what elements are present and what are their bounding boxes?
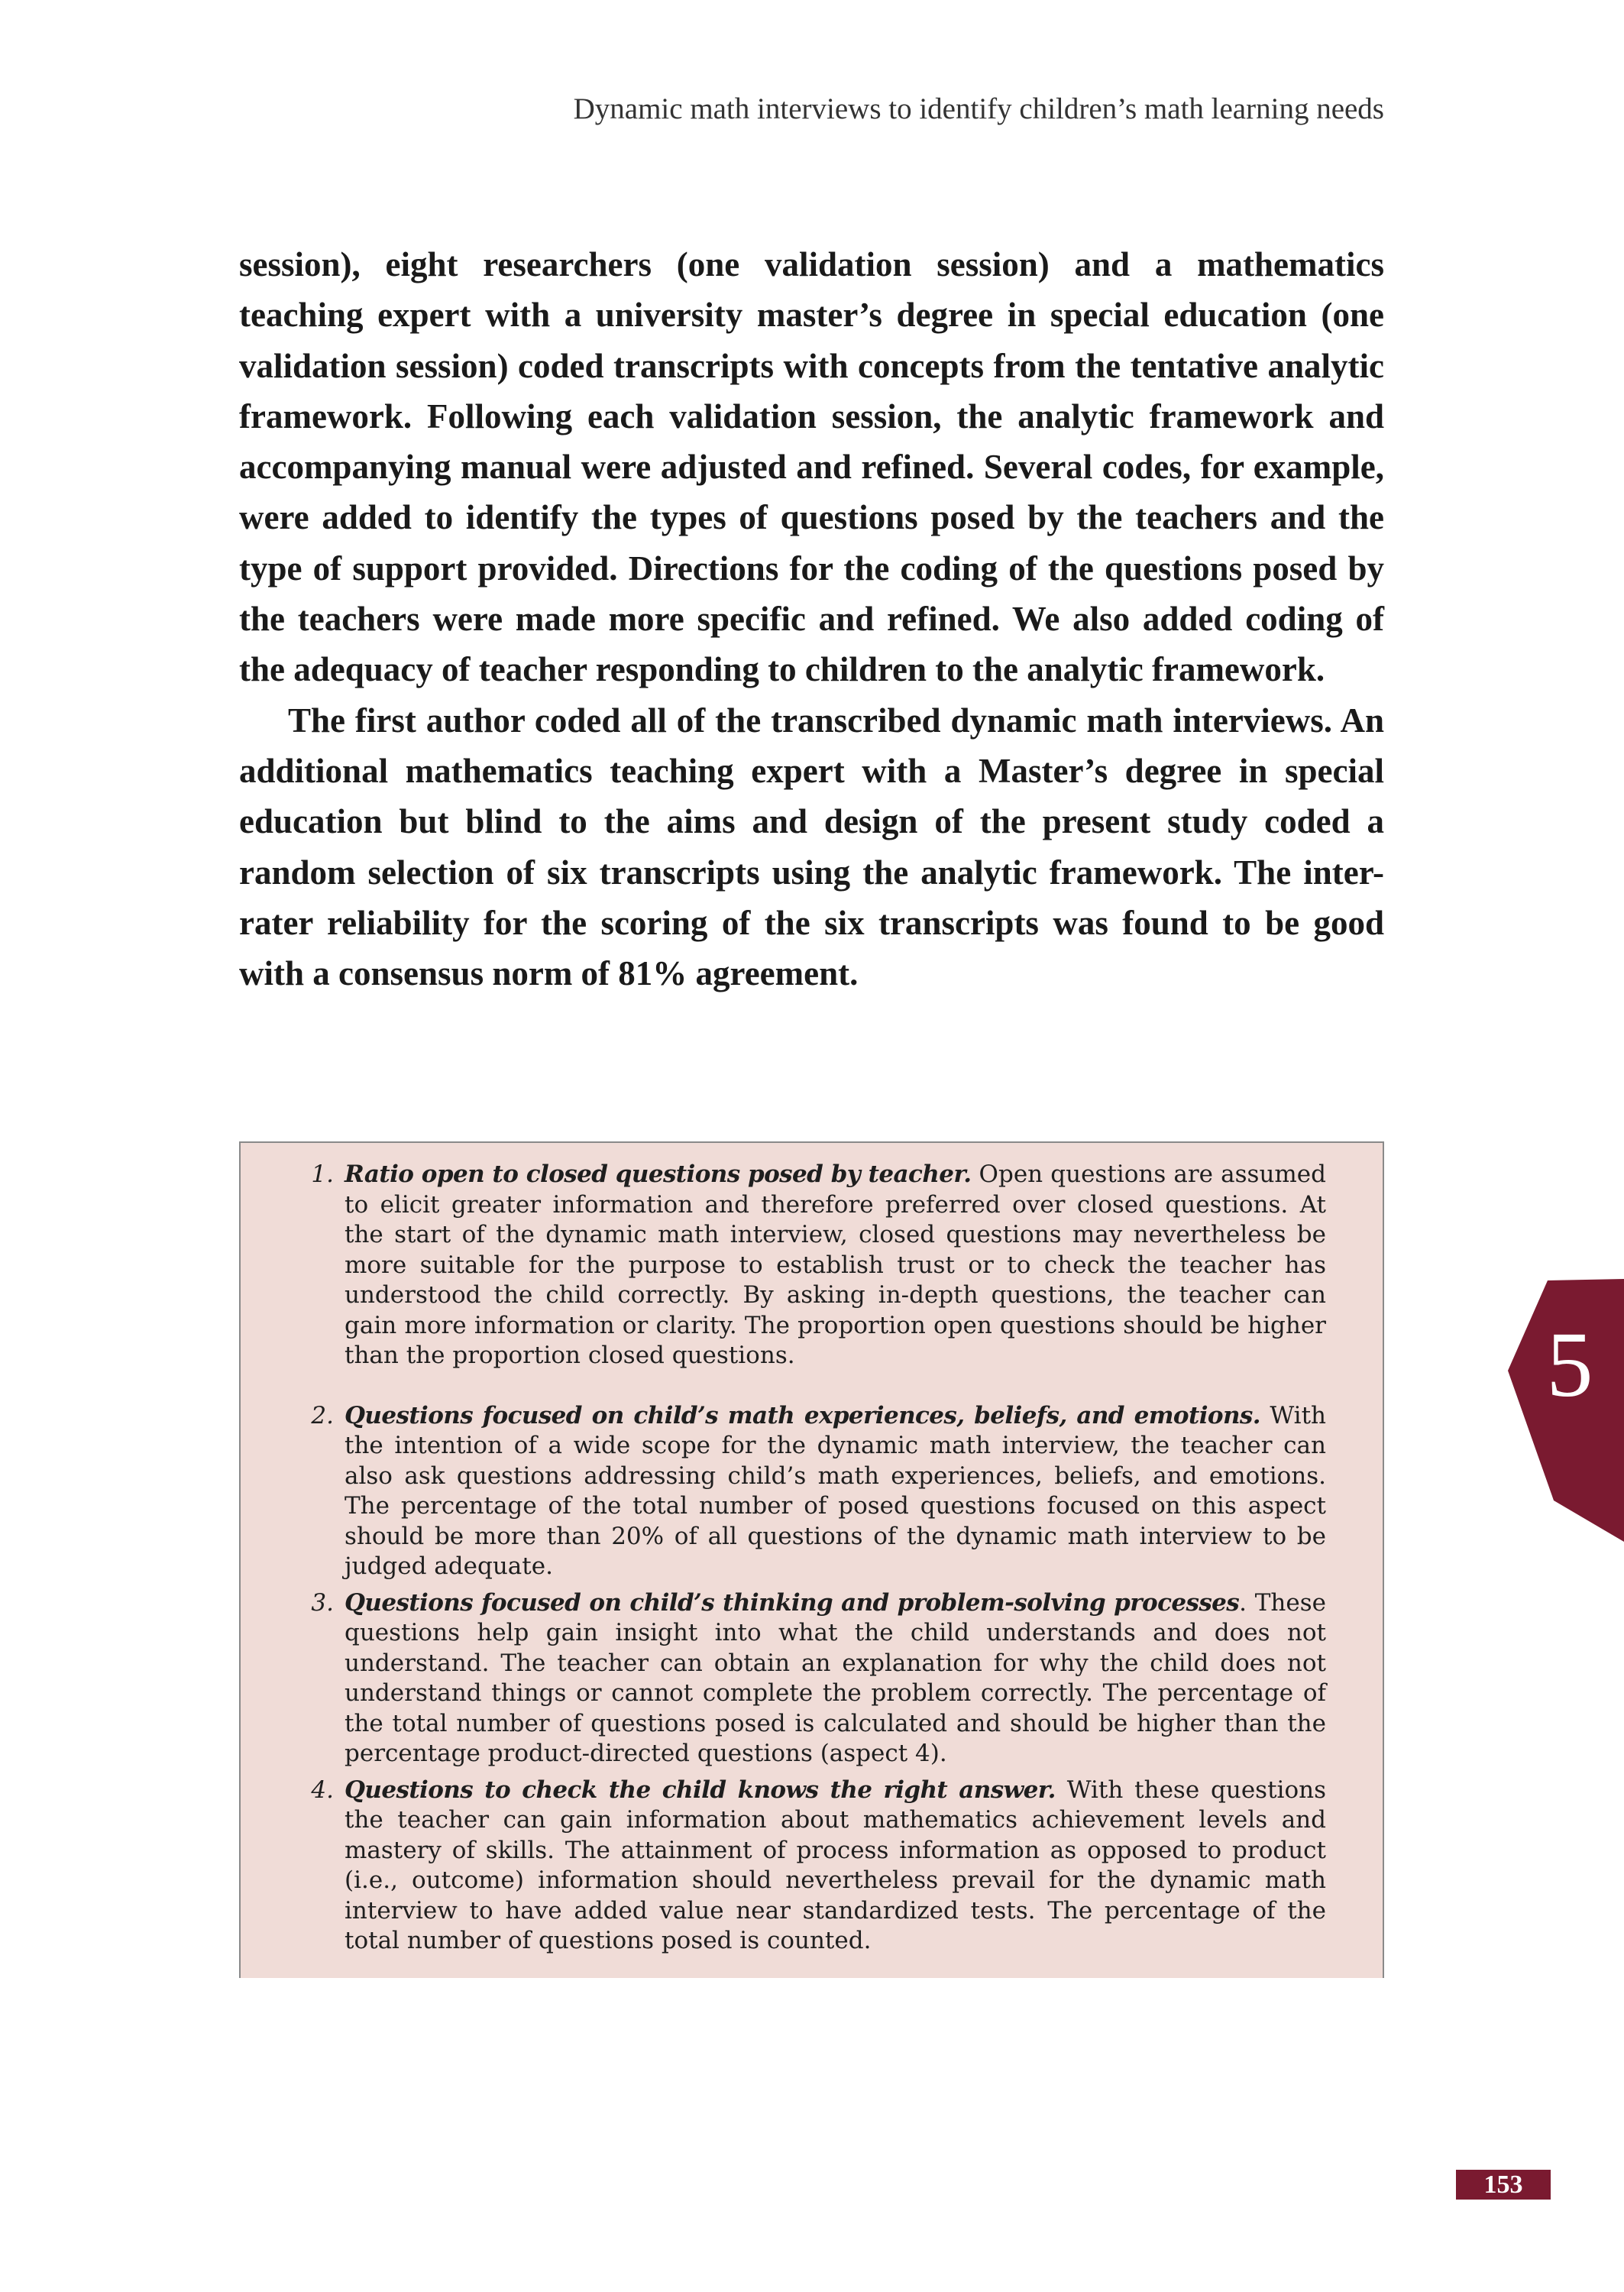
item-number: 1. xyxy=(311,1161,334,1188)
item-title: Questions focused on child’s math experiences, beliefs, and emotions. xyxy=(345,1401,1260,1429)
criteria-item xyxy=(241,1588,1326,1769)
item-title: Questions focused on child’s thinking and problem-solving processes xyxy=(345,1588,1240,1617)
item-title: Questions to check the child knows the right answer. xyxy=(345,1776,1056,1804)
item-text: . These questions help gain insight into what the child understands and does not understand. The teacher can obtain an explanation for why the child does not understand things or cannot complete the problem correctly. The percentage of the total number of questions posed is calculated and should be higher than the percentage product-directed questions (aspect 4). xyxy=(345,1588,1326,1767)
item-number: 2. xyxy=(311,1401,334,1429)
item-number: 4. xyxy=(311,1776,334,1804)
item-text: With these questions the teacher can gain information about mathematics achievement levels and mastery of skills. The attainment of process information as opposed to product (i.e., outcome) information should nevertheless prevail for the dynamic math interview to have added value near standardized tests. The percentage of the total number of questions posed is counted. xyxy=(345,1776,1326,1954)
paragraph: The first author coded all of the transcribed dynamic math interviews. An additional mathematics teaching expert with a Master’s degree in special education but blind to the aims and design of the present study coded a random selection of six transcripts using the analytic framework. The inter-rater reliability for the scoring of the six transcripts was found to be good with a consensus norm of 81% agreement. xyxy=(239,701,1384,993)
criteria-box xyxy=(239,1141,1384,1978)
criteria-item xyxy=(241,1401,1326,1582)
criteria-item xyxy=(241,1160,1326,1371)
item-title: Ratio open to closed questions posed by teacher. xyxy=(345,1161,972,1188)
criteria-list xyxy=(241,1160,1326,1957)
criteria-item xyxy=(241,1776,1326,1957)
item-text: Open questions are assumed to elicit greater information and therefore preferred over closed questions. At the start of the dynamic math interview, closed questions may nevertheless be more suitable for the purpose to establish trust or to check the teacher has understood the child correctly. By asking in-depth questions, the teacher can gain more information or clarity. The proportion open questions should be higher than the proportion closed questions. xyxy=(345,1161,1326,1369)
item-number: 3. xyxy=(311,1588,334,1617)
chapter-number: 5 xyxy=(1546,1313,1593,1416)
paragraph: session), eight researchers (one validation session) and a mathematics teaching expert with a university master’s degree in special education (one validation session) coded transcripts with concepts from the tentative analytic framework. Following each validation session, the analytic framework and accompanying manual were adjusted and refined. Several codes, for example, were added to identify the types of questions posed by the teachers and the type of support provided. Directions for the coding of the questions posed by the teachers were made more specific and refined. We also added coding of the adequacy of teacher responding to children to the analytic framework. xyxy=(239,245,1384,689)
page-number: 153 xyxy=(1456,2170,1551,2200)
body-text xyxy=(239,239,1384,999)
item-text: With the intention of a wide scope for the dynamic math interview, the teacher can also ask questions addressing child’s math experiences, beliefs, and emotions. The percentage of the total number of posed questions focused on this aspect should be more than 20% of all questions of the dynamic math interview to be judged adequate. xyxy=(345,1401,1326,1580)
running-head: Dynamic math interviews to identify children’s math learning needs xyxy=(573,92,1384,125)
